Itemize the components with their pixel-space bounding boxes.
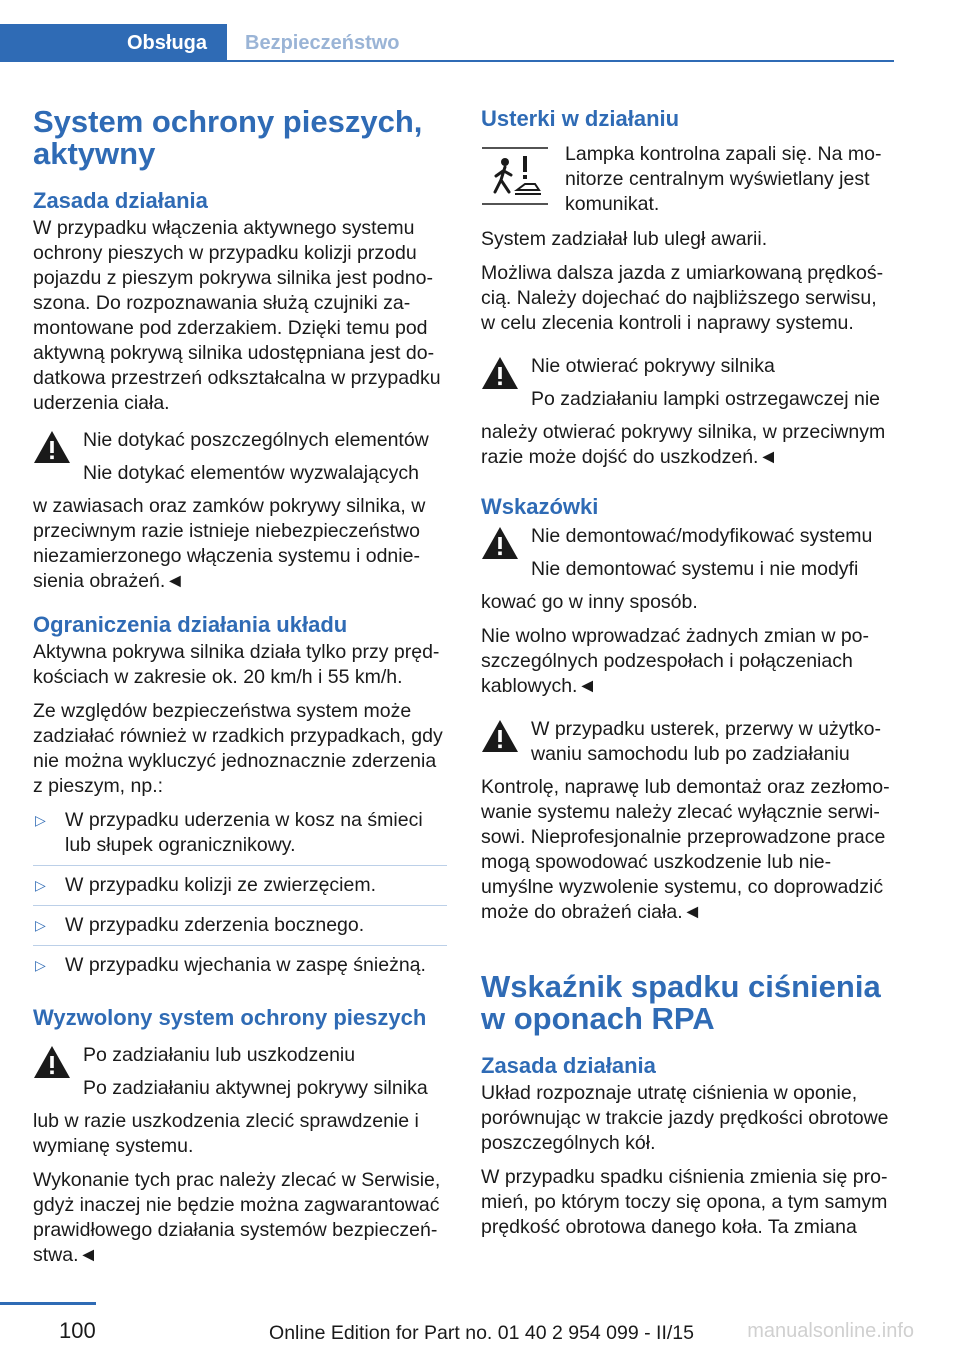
heading-principle: Zasada działania [33, 188, 208, 213]
heading-malfunction: Usterki w działaniu [481, 106, 680, 131]
heading-principle-rpa: Zasada działania [481, 1053, 656, 1078]
warning-line: Po zadziałaniu aktywnej pokrywy silnika [83, 1077, 428, 1099]
header-tabs [0, 24, 418, 62]
warning-triangle-icon [481, 719, 519, 753]
warning-text: lub w razie uszkodzenia zlecić sprawdzenie i wymianę systemu. [33, 1110, 419, 1157]
warning-title: Nie demontować/modyfikować systemu [531, 525, 873, 547]
header-divider [0, 60, 894, 62]
triangle-bullet-icon: ▷ [35, 957, 46, 973]
triangle-bullet-icon: ▷ [35, 812, 46, 828]
list-item: ▷ W przypadku wjechania w zaspę śnieżną. [35, 954, 426, 976]
paragraph: W przypadku włączenia aktywnego systemu ochrony pieszych w przypadku kolizji przodu pojazdu z pieszym pokrywa silnika jest podnoszona. Do rozpoznawania służą czujniki zamontowane pod zderzakiem. Dzięki temu pod aktywną pokrywą silnika udostępniana jest dodatkowa przestrzeń odkształcalna w przypadku uderzenia ciała. [33, 217, 441, 414]
tab-bezpieczenstwo[interactable]: Bezpieczeństwo [245, 32, 400, 54]
edition-text: Online Edition for Part no. 01 40 2 954 099 - II/15 [269, 1322, 694, 1344]
indicator-text: Lampka kontrolna zapali się. Na monitorze centralnym wyświetlany jest komunikat. [565, 143, 882, 215]
section-title-pedestrian-protection: System ochrony pieszych, aktywny [33, 104, 423, 171]
warning-block [33, 1043, 447, 1101]
warning-triangle-icon [33, 1045, 71, 1079]
heading-triggered-system: Wyzwolony system ochrony pieszych [33, 1005, 427, 1030]
warning-triangle-icon [481, 526, 519, 560]
warning-title: W przypadku usterek, przerwy w użytkowaniu samochodu lub po zadziałaniu [531, 718, 882, 765]
paragraph: Aktywna pokrywa silnika działa tylko przy prędkościach w zakresie ok. 20 km/h i 55 km/h. [33, 641, 440, 688]
example-list [33, 808, 447, 985]
list-item: ▷ W przypadku kolizji ze zwierzęciem. [33, 873, 447, 906]
left-column [33, 100, 447, 1277]
warning-block [481, 524, 895, 582]
paragraph: System zadziałał lub uległ awarii. [481, 228, 768, 250]
warning-title: Po zadziałaniu lub uszkodzeniu [83, 1044, 356, 1066]
paragraph: Układ rozpoznaje utratę ciśnienia w oponie, porównując w trakcie jazdy prędkości obrotowe poszczególnych kół. [481, 1082, 889, 1154]
paragraph: Wykonanie tych prac należy zlecać w Serwisie, gdyż inaczej nie będzie można zagwarantować prawidłowego działania systemów bezpieczeństwa.◄ [33, 1169, 441, 1266]
triangle-bullet-icon: ▷ [35, 917, 46, 933]
heading-limitations: Ograniczenia działania układu [33, 612, 348, 637]
warning-block [33, 428, 447, 486]
warning-text: należy otwierać pokrywy silnika, w przeciwnym razie może dojść do uszkodzeń.◄ [481, 421, 886, 468]
warning-line: Po zadziałaniu lampki ostrzegawczej nie [531, 388, 881, 410]
right-column [481, 100, 895, 1249]
pedestrian-warning-lamp-icon [481, 146, 549, 206]
heading-notes: Wskazówki [481, 494, 599, 519]
paragraph: W przypadku spadku ciśnienia zmienia się promień, po którym toczy się opona, a tym samym prędkość obrotowa danego koła. Ta zmiana [481, 1166, 888, 1238]
warning-triangle-icon [33, 430, 71, 464]
warning-title: Nie otwierać pokrywy silnika [531, 355, 775, 377]
warning-triangle-icon [481, 356, 519, 390]
paragraph: Ze względów bezpieczeństwa system może zadziałać również w rzadkich przypadkach, gdy nie można wykluczyć jednoznacznie zderzenia z pieszym, np.: [33, 700, 443, 797]
paragraph: Nie wolno wprowadzać żadnych zmian w poszczególnych podzespołach i połączeniach kablowych.◄ [481, 625, 870, 697]
warning-block [481, 717, 895, 767]
triangle-bullet-icon: ▷ [35, 877, 46, 893]
indicator-block [481, 142, 895, 217]
warning-block [481, 354, 895, 412]
list-item: ▷ W przypadku uderzenia w kosz na śmieci lub słupek ogranicznikowy. [33, 808, 447, 866]
warning-line: Nie demontować systemu i nie modyfi [531, 558, 859, 580]
warning-text: w zawiasach oraz zamków pokrywy silnika, w przeciwnym razie istnieje niebezpieczeństwo niezamierzonego włączenia systemu i odniesienia obrażeń.◄ [33, 495, 426, 592]
page-number: 100 [59, 1318, 96, 1343]
warning-text: Kontrolę, naprawę lub demontaż oraz zezłomowanie systemu należy zlecać wyłącznie serwisowi. Nieprofesjonalnie przeprowadzone prace mogą spowodować uszkodzenie lub nieumyślne wyzwolenie systemu, co doprowadzić może do obrażeń ciała.◄ [481, 776, 890, 923]
paragraph: Możliwa dalsza jazda z umiarkowaną prędkością. Należy dojechać do najbliższego serwisu, w celu zlecenia kontroli i naprawy systemu. [481, 262, 884, 334]
warning-line: Nie dotykać elementów wyzwalających [83, 462, 419, 484]
list-item: ▷ W przypadku zderzenia bocznego. [33, 913, 447, 946]
section-title-rpa: Wskaźnik spadku ciśnienia w oponach RPA [481, 969, 881, 1036]
tab-obsluga[interactable]: Obsługa [0, 24, 227, 62]
footer-divider [0, 1302, 96, 1305]
warning-title: Nie dotykać poszczególnych elementów [83, 429, 429, 451]
warning-text: kować go w inny sposób. [481, 591, 698, 613]
watermark: manualsonline.info [747, 1320, 914, 1342]
